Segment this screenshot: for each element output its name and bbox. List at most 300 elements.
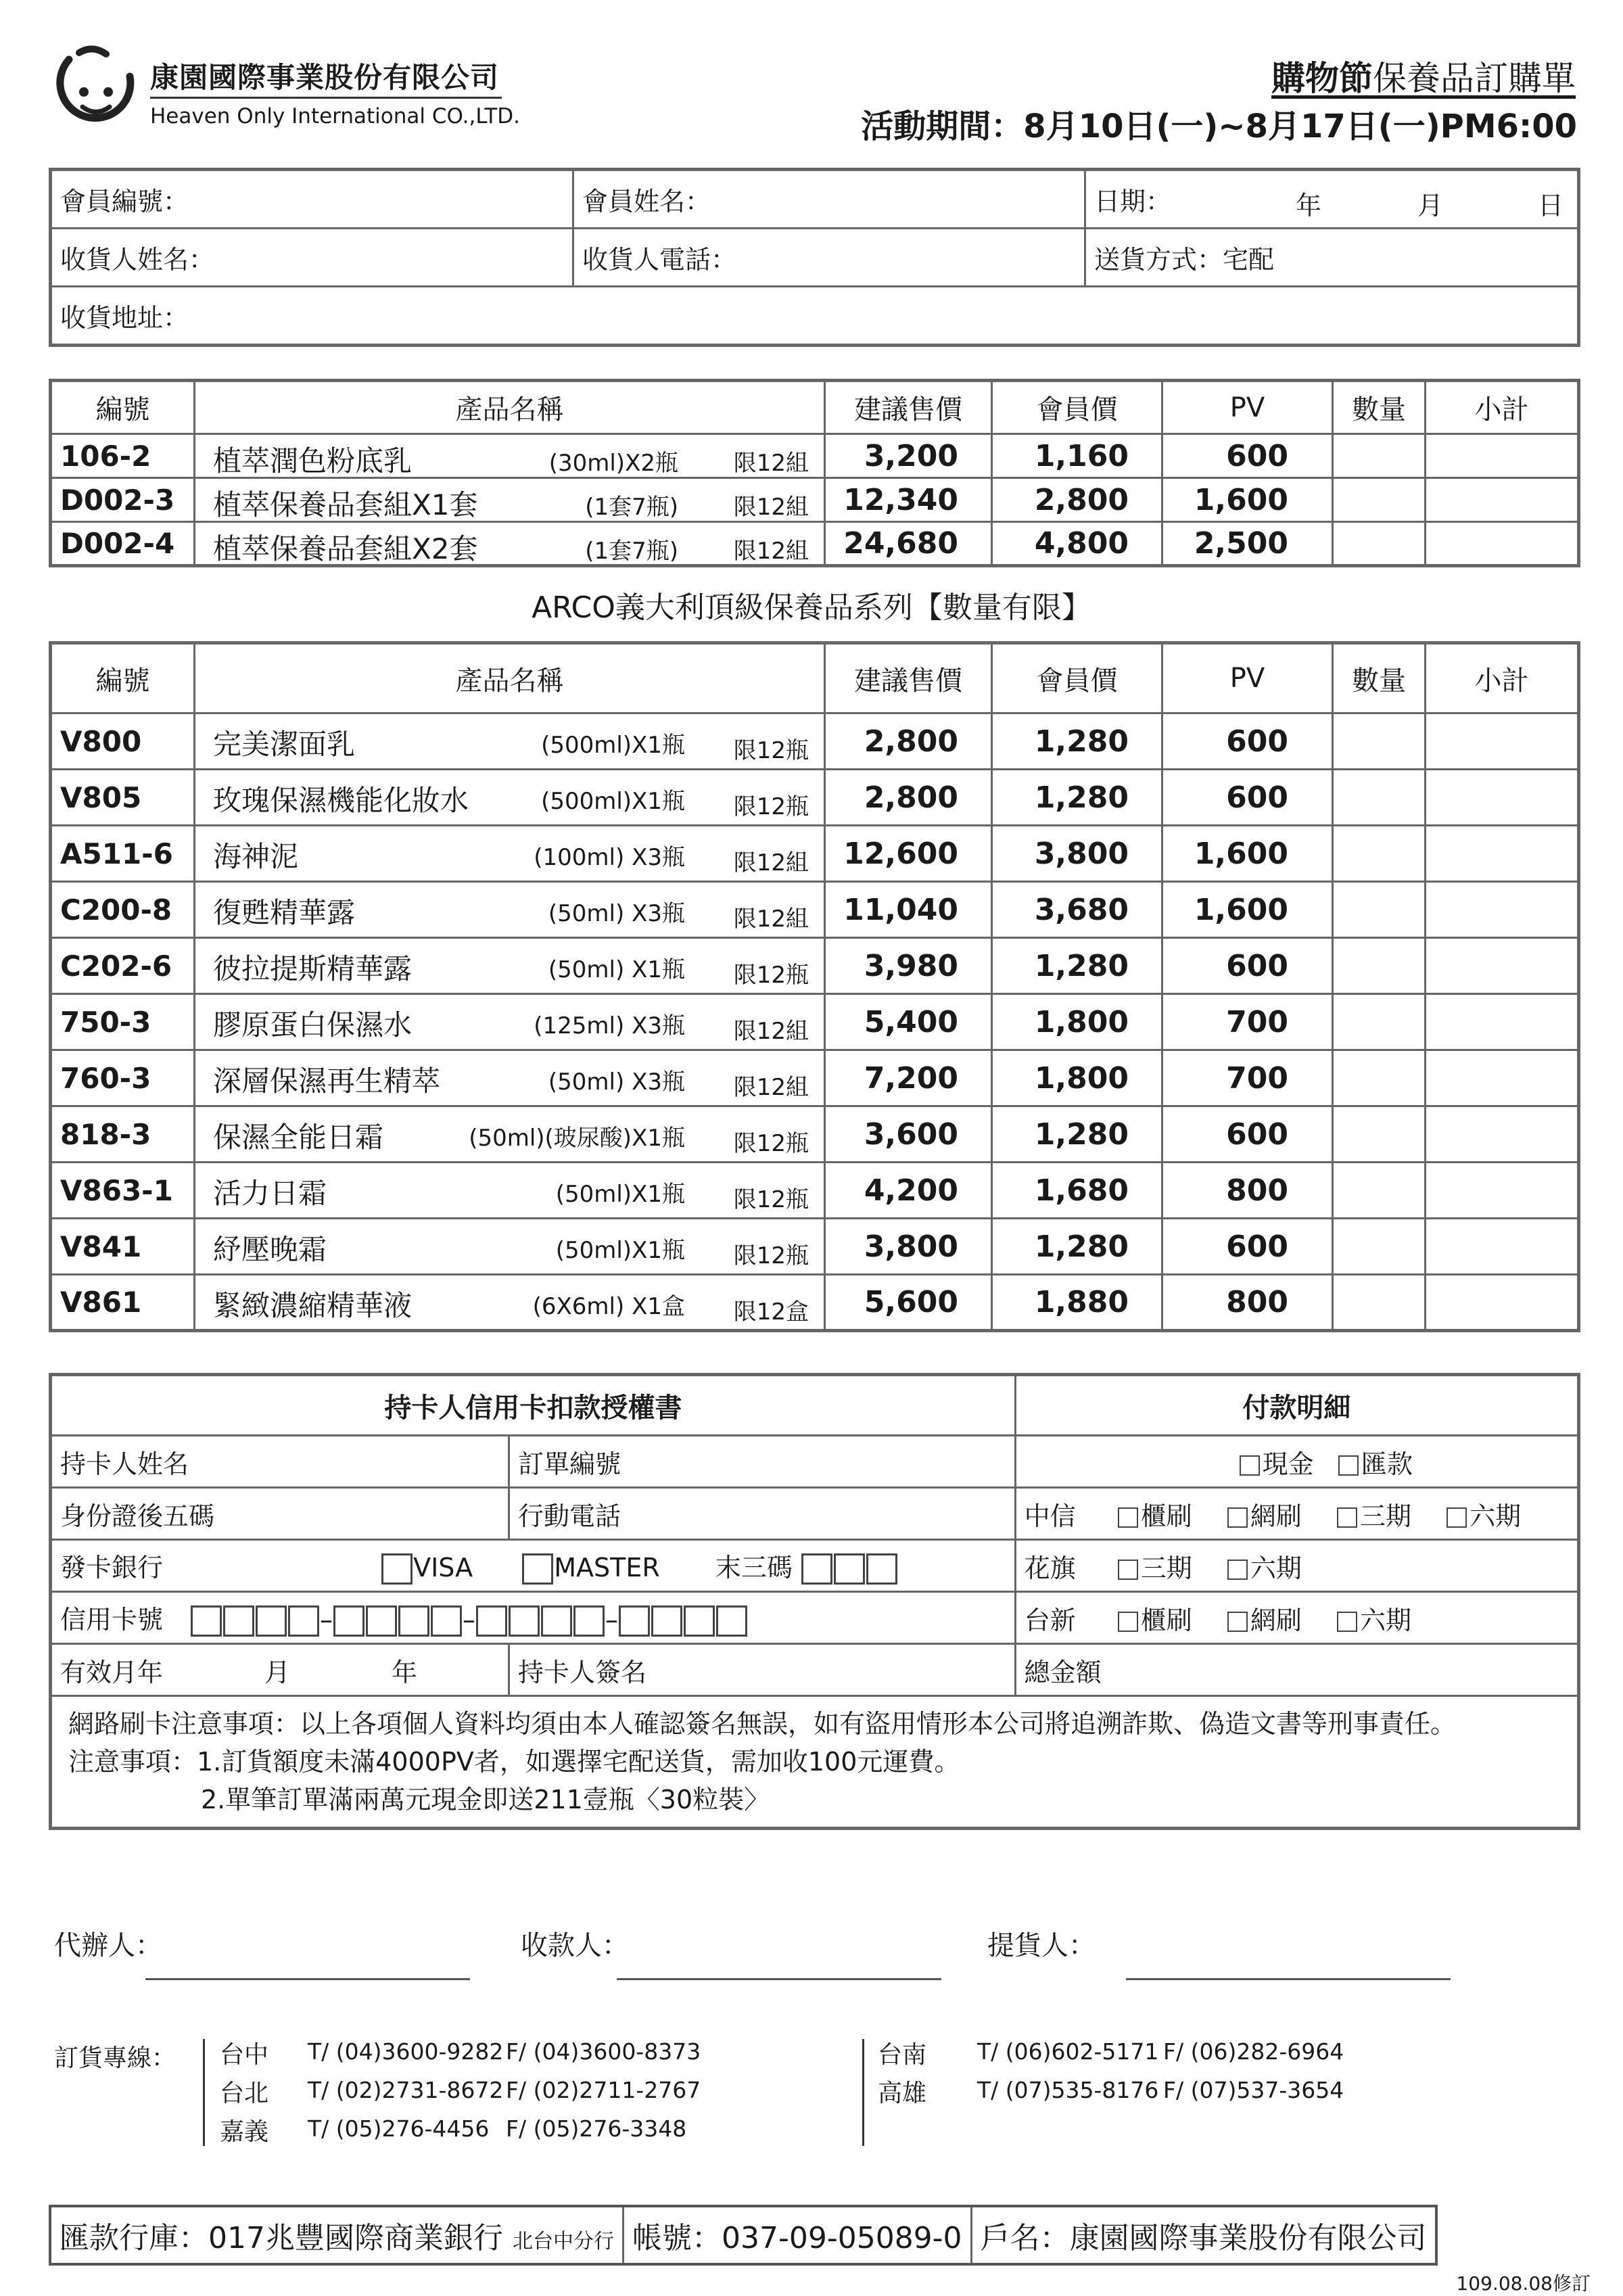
revision-note: 109.08.08修訂	[1456, 2272, 1591, 2295]
product-limit: 限12瓶	[733, 1130, 809, 1157]
product-code: 750-3	[51, 994, 195, 1050]
ctbc-3-checkbox[interactable]	[1337, 1507, 1357, 1528]
suggested-price: 3,980	[825, 938, 992, 994]
product-spec: (50ml) X3瓶	[548, 900, 685, 927]
product-limit: 限12組	[733, 1018, 809, 1045]
suggested-price: 12,600	[825, 826, 992, 882]
table-header-row	[51, 643, 1579, 713]
remit-checkbox[interactable]	[1338, 1455, 1359, 1476]
ctbc-counter-checkbox[interactable]	[1118, 1507, 1138, 1528]
contact-city: 嘉義	[220, 2118, 269, 2146]
cash-checkbox[interactable]	[1240, 1455, 1260, 1476]
subtotal-field[interactable]	[1426, 478, 1579, 522]
subtotal-field[interactable]	[1426, 1219, 1579, 1275]
quantity-field[interactable]	[1333, 994, 1426, 1050]
card-number-row: 信用卡號 – – –	[51, 1592, 1016, 1644]
id-last5-field[interactable]: 身份證後五碼	[51, 1488, 509, 1540]
account-holder: 康園國際事業股份有限公司	[1069, 2221, 1427, 2255]
quantity-field[interactable]	[1333, 713, 1426, 770]
product-name: 復甦精華露	[213, 896, 356, 929]
agent-label: 代辦人：	[54, 1930, 162, 1961]
six-label: 六期	[1469, 1501, 1522, 1531]
subtotal-field[interactable]	[1426, 938, 1579, 994]
col-code: 編號	[51, 381, 195, 434]
product-code: 760-3	[51, 1050, 195, 1106]
product-code: V861	[51, 1275, 195, 1331]
subtotal-field[interactable]	[1426, 826, 1579, 882]
account-label: 帳號：	[632, 2221, 722, 2255]
pv-value: 1,600	[1162, 882, 1333, 938]
product-name: 彼拉提斯精華露	[213, 952, 413, 985]
six-label: 六期	[1250, 1553, 1302, 1583]
col-pv: PV	[1162, 381, 1333, 434]
bank-ctbc-label: 中信	[1024, 1501, 1076, 1531]
product-spec: (50ml)X1瓶	[555, 1237, 685, 1264]
col-subtotal: 小計	[1426, 381, 1579, 434]
card-digit-box[interactable]	[333, 1606, 364, 1637]
online-label: 網刷	[1250, 1605, 1302, 1635]
order-no-field[interactable]: 訂單編號	[509, 1436, 1016, 1488]
suggested-price: 7,200	[825, 1050, 992, 1106]
card-digit-box[interactable]	[366, 1606, 397, 1637]
contact-tel: T/ (02)2731-8672	[308, 2077, 504, 2103]
product-name-cell	[195, 1219, 825, 1275]
card-digit-box[interactable]	[398, 1606, 429, 1637]
product-spec: (500ml)X1瓶	[541, 732, 685, 759]
counter-label: 櫃刷	[1140, 1605, 1192, 1635]
product-name-cell	[195, 882, 825, 938]
member-price: 1,800	[992, 1050, 1162, 1106]
suggested-price: 24,680	[825, 522, 992, 566]
product-limit: 限12組	[733, 538, 809, 565]
pv-value: 600	[1162, 770, 1333, 826]
suggested-price: 5,400	[825, 994, 992, 1050]
suggested-price: 4,200	[825, 1163, 992, 1219]
online-label: 網刷	[1250, 1501, 1302, 1531]
product-name: 活力日霜	[213, 1177, 327, 1210]
card-digit-box[interactable]	[431, 1606, 462, 1637]
account-number: 037-09-05089-0	[721, 2221, 962, 2255]
citi-3-checkbox[interactable]	[1118, 1560, 1138, 1580]
product-code: V841	[51, 1219, 195, 1275]
member-price: 4,800	[992, 522, 1162, 566]
contact-tel: T/ (05)276-4456	[308, 2115, 490, 2142]
company-name-zh: 康園國際事業股份有限公司	[150, 61, 500, 94]
subtotal-field[interactable]	[1426, 713, 1579, 770]
divider	[203, 2039, 205, 2146]
day-label: 日	[1537, 191, 1563, 220]
remit-label: 匯款	[1361, 1449, 1413, 1479]
product-limit: 限12瓶	[733, 962, 809, 989]
recipient-name-field[interactable]: 收貨人姓名：	[51, 229, 573, 287]
suggested-price: 3,200	[825, 434, 992, 478]
product-spec: (50ml) X3瓶	[548, 1069, 685, 1096]
issuer-row	[51, 1540, 1016, 1592]
pv-value: 800	[1162, 1275, 1333, 1331]
member-price: 1,880	[992, 1275, 1162, 1331]
taishin-6-checkbox[interactable]	[1337, 1612, 1357, 1632]
address-field[interactable]: 收貨地址：	[51, 287, 1579, 346]
pv-value: 2,500	[1162, 522, 1333, 566]
contact-fax: F/ (07)537-3654	[1163, 2077, 1344, 2103]
product-code: 106-2	[51, 434, 195, 478]
product-name-cell	[195, 1275, 825, 1331]
quantity-field[interactable]	[1333, 1106, 1426, 1163]
issuer-label: 發卡銀行	[60, 1552, 164, 1583]
product-row	[51, 1050, 1579, 1106]
last3-label: 末三碼	[715, 1552, 793, 1583]
contact-fax: F/ (02)2711-2767	[506, 2077, 701, 2103]
valid-year-label: 年	[392, 1657, 418, 1687]
subtotal-field[interactable]	[1426, 1163, 1579, 1219]
card-digit-box[interactable]	[476, 1606, 507, 1637]
contact-city: 台中	[220, 2041, 269, 2069]
product-code: C200-8	[51, 882, 195, 938]
note-online-card: 網路刷卡注意事項：以上各項個人資料均須由本人確認簽名無誤，如有盜用情形本公司將追溯詐欺、偽造文書等刑事責任。	[68, 1709, 1457, 1739]
col-member-price: 會員價	[992, 381, 1162, 434]
quantity-field[interactable]	[1333, 434, 1426, 478]
suggested-price: 3,600	[825, 1106, 992, 1163]
bank-info-table	[49, 2205, 1438, 2266]
valid-month-label: 月	[264, 1657, 291, 1687]
visa-checkbox[interactable]	[381, 1553, 413, 1585]
member-price: 1,280	[992, 713, 1162, 770]
product-spec: (50ml)X1瓶	[555, 1181, 685, 1208]
member-price: 1,280	[992, 1106, 1162, 1163]
quantity-field[interactable]	[1333, 770, 1426, 826]
product-code: C202-6	[51, 938, 195, 994]
pv-value: 700	[1162, 1050, 1333, 1106]
product-name: 植萃保養品套組X1套	[213, 488, 478, 521]
col-price: 建議售價	[825, 643, 992, 713]
product-name-cell	[195, 478, 825, 522]
date-label: 日期：	[1094, 187, 1172, 216]
table-header-row	[51, 381, 1579, 434]
six-label: 六期	[1360, 1605, 1412, 1635]
col-subtotal: 小計	[1426, 643, 1579, 713]
pv-value: 700	[1162, 994, 1333, 1050]
contact-city: 台南	[878, 2041, 927, 2069]
product-row	[51, 882, 1579, 938]
signature-field[interactable]: 持卡人簽名	[509, 1644, 1016, 1696]
product-limit: 限12盒	[733, 1298, 809, 1326]
three-label: 三期	[1360, 1501, 1412, 1531]
member-price: 1,280	[992, 1219, 1162, 1275]
holder-name-field[interactable]: 持卡人姓名	[51, 1436, 509, 1488]
product-limit: 限12組	[733, 906, 809, 933]
counter-label: 櫃刷	[1140, 1501, 1192, 1531]
product-row	[51, 770, 1579, 826]
member-price: 3,680	[992, 882, 1162, 938]
product-name: 植萃保養品套組X2套	[213, 532, 478, 565]
product-code: V805	[51, 770, 195, 826]
product-name-cell	[195, 826, 825, 882]
contact-tel: T/ (04)3600-9282	[308, 2038, 504, 2065]
product-spec: (30ml)X2瓶	[548, 450, 678, 477]
product-code: V800	[51, 713, 195, 770]
product-limit: 限12組	[733, 1074, 809, 1101]
product-limit: 限12組	[733, 849, 809, 876]
product-name-cell	[195, 770, 825, 826]
member-price: 1,280	[992, 770, 1162, 826]
divider	[862, 2039, 864, 2146]
product-name: 保濕全能日霜	[213, 1121, 384, 1154]
product-row	[51, 1275, 1579, 1331]
product-name: 紓壓晚霜	[213, 1233, 327, 1266]
product-name: 深層保濕再生精萃	[213, 1064, 441, 1098]
card-auth-title: 持卡人信用卡扣款授權書	[51, 1375, 1016, 1436]
member-price: 1,160	[992, 434, 1162, 478]
ctbc-6-checkbox[interactable]	[1446, 1507, 1467, 1528]
product-code: D002-3	[51, 478, 195, 522]
col-qty: 數量	[1333, 381, 1426, 434]
product-name-cell	[195, 522, 825, 566]
product-limit: 限12瓶	[733, 1242, 809, 1269]
valid-date-field[interactable]	[51, 1644, 509, 1696]
pay-method-row	[1015, 1436, 1578, 1488]
form-title: 購物節保養品訂購單	[1271, 59, 1576, 98]
company-name-en: Heaven Only International CO.,LTD.	[150, 104, 521, 128]
member-info-table	[49, 168, 1580, 347]
ctbc-online-checkbox[interactable]	[1227, 1507, 1248, 1528]
subtotal-field[interactable]	[1426, 1275, 1579, 1331]
quantity-field[interactable]	[1333, 826, 1426, 882]
arco-product-table	[49, 641, 1580, 1332]
product-name: 緊緻濃縮精華液	[213, 1289, 413, 1322]
quantity-field[interactable]	[1333, 882, 1426, 938]
bank-citi-label: 花旗	[1024, 1553, 1076, 1583]
card-digit-box[interactable]	[256, 1606, 287, 1637]
col-member-price: 會員價	[992, 643, 1162, 713]
col-price: 建議售價	[825, 381, 992, 434]
pv-value: 800	[1162, 1163, 1333, 1219]
product-spec: (6X6ml) X1盒	[532, 1293, 685, 1320]
mobile-field[interactable]: 行動電話	[509, 1488, 1016, 1540]
bank-branch: 北台中分行	[512, 2230, 614, 2253]
quantity-field[interactable]	[1333, 1275, 1426, 1331]
picker-line[interactable]	[1126, 1978, 1451, 1980]
delivery-method: 送貨方式：宅配	[1085, 229, 1579, 287]
card-digit-box[interactable]	[619, 1606, 650, 1637]
date-field[interactable]	[1085, 170, 1579, 229]
quantity-field[interactable]	[1333, 938, 1426, 994]
suggested-price: 12,340	[825, 478, 992, 522]
note-shipping: 注意事項：1.訂貨額度未滿4000PV者，如選擇宅配送貨，需加收100元運費。	[68, 1747, 960, 1777]
product-row	[51, 938, 1579, 994]
member-price: 2,800	[992, 478, 1162, 522]
notes-block	[51, 1696, 1579, 1829]
product-code: V863-1	[51, 1163, 195, 1219]
quantity-field[interactable]	[1333, 478, 1426, 522]
subtotal-field[interactable]	[1426, 882, 1579, 938]
agent-line[interactable]	[145, 1978, 470, 1980]
col-name: 產品名稱	[195, 643, 825, 713]
card-digit-box[interactable]	[288, 1606, 319, 1637]
recipient-phone-field[interactable]: 收貨人電話：	[573, 229, 1085, 287]
quantity-field[interactable]	[1333, 1163, 1426, 1219]
product-spec: (50ml)(玻尿酸)X1瓶	[469, 1125, 685, 1152]
total-amount-field: 總金額	[1015, 1644, 1578, 1696]
subtotal-field[interactable]	[1426, 522, 1579, 566]
product-limit: 限12瓶	[733, 793, 809, 820]
product-row	[51, 826, 1579, 882]
subtotal-field[interactable]	[1426, 994, 1579, 1050]
holder-cell	[971, 2206, 1436, 2264]
product-row	[51, 1219, 1579, 1275]
product-name-cell	[195, 1163, 825, 1219]
suggested-price: 2,800	[825, 713, 992, 770]
three-label: 三期	[1140, 1553, 1192, 1583]
subtotal-field[interactable]	[1426, 1106, 1579, 1163]
quantity-field[interactable]	[1333, 1050, 1426, 1106]
product-row	[51, 478, 1579, 522]
member-price: 3,800	[992, 826, 1162, 882]
product-code: 818-3	[51, 1106, 195, 1163]
citi-options	[1015, 1540, 1578, 1592]
product-row	[51, 1106, 1579, 1163]
month-label: 月	[1417, 191, 1444, 220]
member-price: 1,800	[992, 994, 1162, 1050]
cvv-box[interactable]	[834, 1553, 865, 1585]
cvv-box[interactable]	[801, 1553, 832, 1585]
product-name: 植萃潤色粉底乳	[213, 444, 413, 477]
card-digit-box[interactable]	[509, 1606, 540, 1637]
bank-cell	[50, 2206, 623, 2264]
payment-detail-title: 付款明細	[1015, 1375, 1578, 1436]
product-name-cell	[195, 1050, 825, 1106]
contact-tel: T/ (07)535-8176	[977, 2077, 1159, 2103]
member-price: 1,280	[992, 938, 1162, 994]
contact-fax: F/ (05)276-3348	[506, 2115, 687, 2142]
suggested-price: 11,040	[825, 882, 992, 938]
product-row	[51, 713, 1579, 770]
contact-fax: F/ (06)282-6964	[1163, 2038, 1344, 2065]
year-label: 年	[1296, 191, 1322, 220]
subtotal-field[interactable]	[1426, 1050, 1579, 1106]
valid-label: 有效月年	[60, 1657, 164, 1687]
card-digit-box[interactable]	[716, 1606, 747, 1637]
receiver-label: 收款人：	[521, 1930, 629, 1961]
card-digit-box[interactable]	[684, 1606, 715, 1637]
receiver-line[interactable]	[617, 1978, 941, 1980]
suggested-price: 5,600	[825, 1275, 992, 1331]
contact-tel: T/ (06)602-5171	[977, 2038, 1159, 2065]
product-table	[49, 379, 1580, 567]
member-name-field[interactable]: 會員姓名：	[573, 170, 1085, 229]
product-spec: (100ml) X3瓶	[534, 844, 685, 871]
company-logo	[42, 39, 143, 141]
cash-label: 現金	[1262, 1449, 1314, 1479]
contact-city: 台北	[220, 2080, 269, 2107]
member-no-field[interactable]: 會員編號：	[51, 170, 573, 229]
product-name-cell	[195, 713, 825, 770]
product-name-cell	[195, 994, 825, 1050]
card-digit-box[interactable]	[223, 1606, 254, 1637]
pv-value: 1,600	[1162, 826, 1333, 882]
col-name: 產品名稱	[195, 381, 825, 434]
product-spec: (500ml)X1瓶	[541, 788, 685, 815]
arco-series-title: ARCO義大利頂級保養品系列【數量有限】	[532, 590, 1091, 625]
pv-value: 600	[1162, 434, 1333, 478]
product-name-cell	[195, 434, 825, 478]
product-limit: 限12組	[733, 450, 809, 477]
card-digit-box[interactable]	[651, 1606, 682, 1637]
product-limit: 限12組	[733, 494, 809, 521]
product-limit: 限12瓶	[733, 737, 809, 764]
card-digit-box[interactable]	[573, 1606, 605, 1637]
product-code: D002-4	[51, 522, 195, 566]
contact-city: 高雄	[878, 2080, 927, 2107]
ctbc-options	[1015, 1488, 1578, 1540]
card-digit-box[interactable]	[191, 1606, 222, 1637]
col-qty: 數量	[1333, 643, 1426, 713]
card-no-label: 信用卡號	[60, 1604, 164, 1635]
product-spec: (50ml) X1瓶	[548, 956, 685, 983]
pv-value: 600	[1162, 1106, 1333, 1163]
member-price: 1,680	[992, 1163, 1162, 1219]
product-row	[51, 522, 1579, 566]
picker-label: 提貨人：	[987, 1930, 1096, 1961]
col-pv: PV	[1162, 643, 1333, 713]
subtotal-field[interactable]	[1426, 770, 1579, 826]
holder-label: 戶名：	[980, 2221, 1070, 2255]
taishin-counter-checkbox[interactable]	[1118, 1612, 1138, 1632]
contact-fax: F/ (04)3600-8373	[506, 2038, 701, 2065]
master-label: MASTER	[554, 1552, 660, 1583]
product-spec: (1套7瓶)	[585, 538, 678, 565]
product-row	[51, 434, 1579, 478]
product-name: 膠原蛋白保濕水	[213, 1008, 413, 1041]
taishin-online-checkbox[interactable]	[1227, 1612, 1248, 1632]
product-name: 玫瑰保濕機能化妝水	[213, 784, 469, 817]
note-gift: 2.單筆訂單滿兩萬元現金即送211壹瓶〈30粒裝〉	[201, 1785, 770, 1814]
payment-table	[49, 1373, 1580, 1830]
product-spec: (1套7瓶)	[585, 494, 678, 521]
master-checkbox[interactable]	[522, 1553, 553, 1585]
subtotal-field[interactable]	[1426, 434, 1579, 478]
product-limit: 限12瓶	[733, 1186, 809, 1213]
cvv-box[interactable]	[866, 1553, 897, 1585]
product-name-cell	[195, 938, 825, 994]
pv-value: 600	[1162, 938, 1333, 994]
account-cell	[623, 2206, 971, 2264]
product-code: A511-6	[51, 826, 195, 882]
pv-value: 600	[1162, 1219, 1333, 1275]
visa-label: VISA	[413, 1552, 473, 1583]
product-name-cell	[195, 1106, 825, 1163]
product-row	[51, 994, 1579, 1050]
pv-value: 1,600	[1162, 478, 1333, 522]
product-row	[51, 1163, 1579, 1219]
bank-name: 017兆豐國際商業銀行	[208, 2221, 503, 2255]
quantity-field[interactable]	[1333, 522, 1426, 566]
col-code: 編號	[51, 643, 195, 713]
taishin-options	[1015, 1592, 1578, 1644]
company-divider	[150, 97, 502, 99]
pv-value: 600	[1162, 713, 1333, 770]
product-spec: (125ml) X3瓶	[534, 1012, 685, 1039]
bank-taishin-label: 台新	[1024, 1605, 1076, 1635]
suggested-price: 3,800	[825, 1219, 992, 1275]
quantity-field[interactable]	[1333, 1219, 1426, 1275]
hotline-label: 訂貨專線：	[54, 2044, 177, 2072]
card-digit-box[interactable]	[541, 1606, 572, 1637]
product-name: 完美潔面乳	[213, 728, 356, 761]
citi-6-checkbox[interactable]	[1227, 1560, 1248, 1580]
suggested-price: 2,800	[825, 770, 992, 826]
bank-label: 匯款行庫：	[60, 2221, 208, 2255]
activity-period: 活動期間：8月10日(一)~8月17日(一)PM6:00	[861, 108, 1577, 145]
